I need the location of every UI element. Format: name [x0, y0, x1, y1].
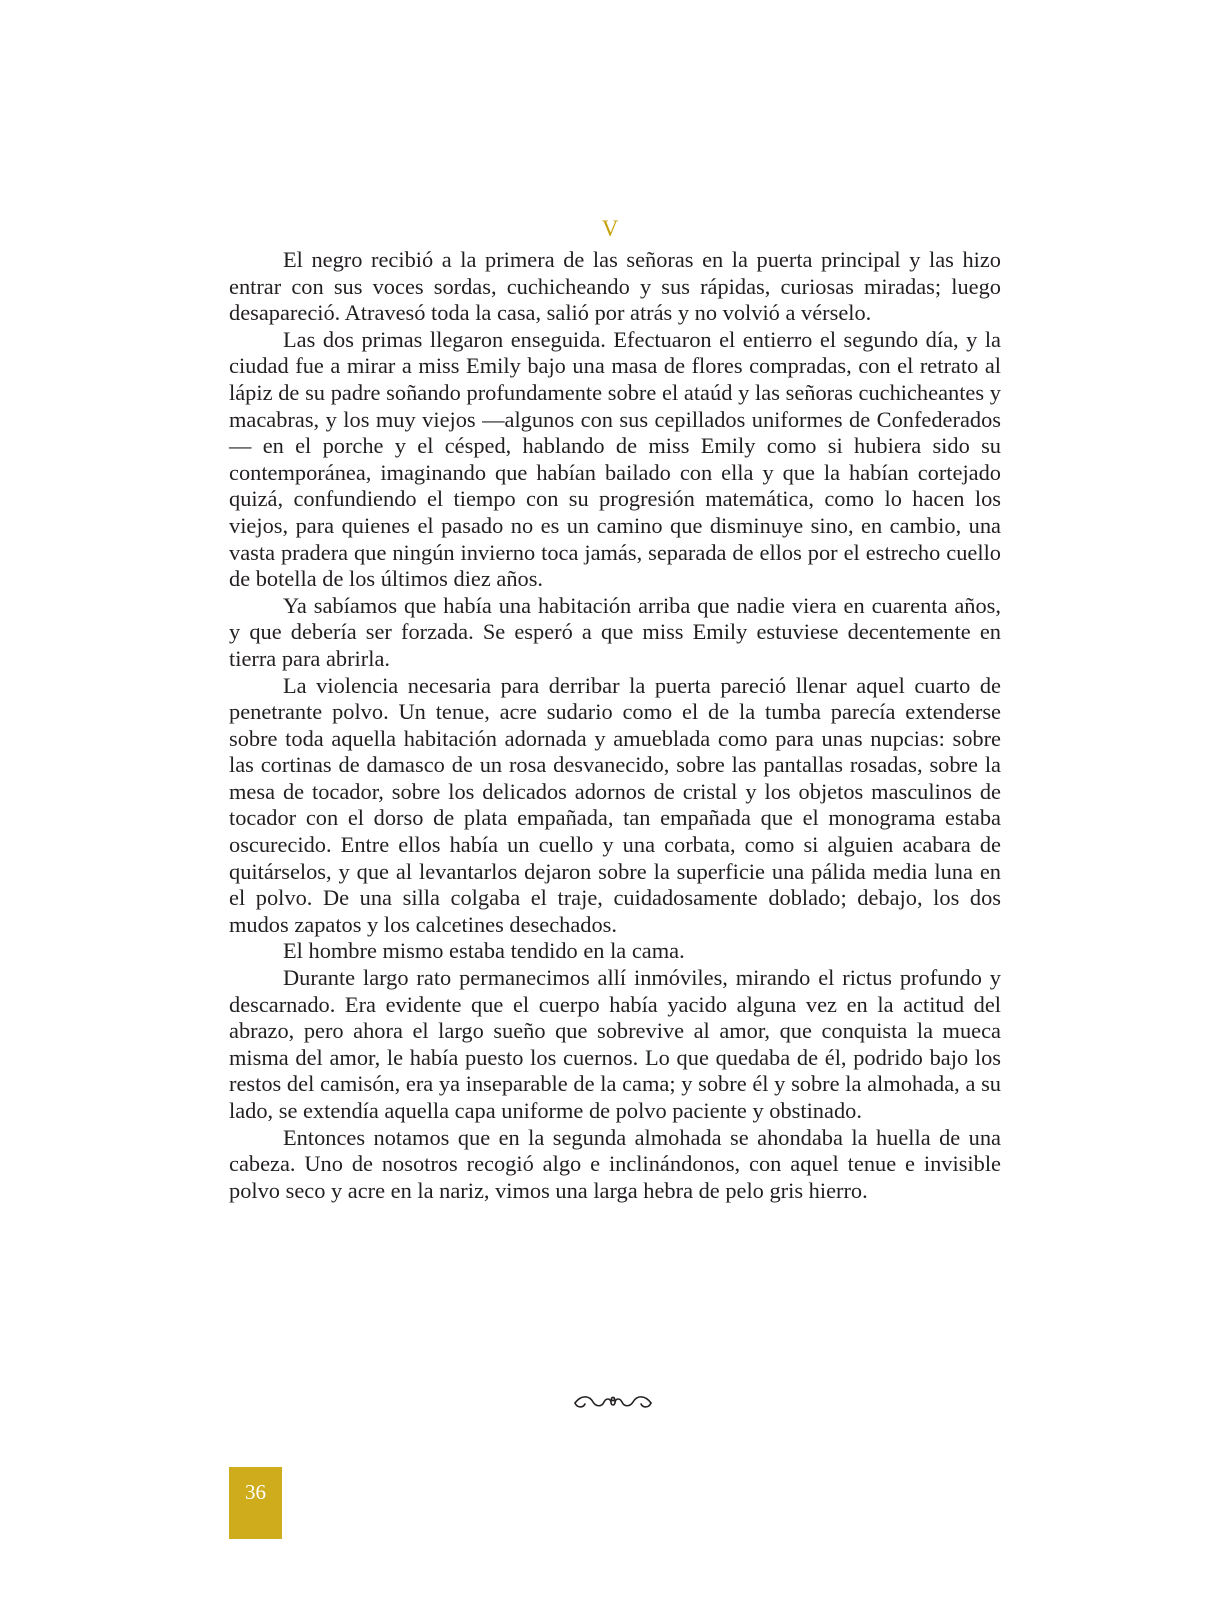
paragraph-2: Las dos primas llegaron enseguida. Efectuaron el entierro el segundo día, y la ciudad fue a mirar a miss Emily bajo una masa de flores compradas, con el retrato al lápiz de su padre soñando profundamente sobre el ataúd y las señoras cuchicheantes y macabras, y los muy viejos —algunos con sus cepillados uniformes de Confederados— en el porche y el césped, hablando de miss Emily como si hubiera sido su contemporánea, imaginando que habían bailado con ella y que la habían cortejado quizá, confundiendo el tiempo con su progresión matemática, como lo hacen los viejos, para quienes el pasado no es un camino que disminuye sino, en cambio, una vasta pradera que ningún invierno toca jamás, separada de ellos por el estrecho cuello de botella de los últimos diez años. [229, 326, 1001, 592]
page-number: 36 [245, 1480, 266, 1504]
chapter-heading: V [601, 216, 620, 241]
page-number-box [229, 1467, 282, 1539]
paragraph-6: Durante largo rato permanecimos allí inmóviles, mirando el rictus profundo y descarnado. Era evidente que el cuerpo había yacido alguna vez en la actitud del abrazo, pero ahora el largo sueño que sobrevive al amor, que conquista la mueca misma del amor, le había puesto los cuernos. Lo que quedaba de él, podrido bajo los restos del camisón, era ya inseparable de la cama; y sobre él y sobre la almohada, a su lado, se extendía aquella capa uniforme de polvo paciente y obstinado. [229, 965, 1001, 1123]
story-text [229, 247, 1001, 1204]
paragraph-7: Entonces notamos que en la segunda almohada se ahondaba la huella de una cabeza. Uno de nosotros recogió algo e inclinándonos, con aquel tenue e invisible polvo seco y acre en la nariz, vimos una larga hebra de pelo gris hierro. [229, 1124, 1001, 1203]
paragraph-4: La violencia necesaria para derribar la puerta pareció llenar aquel cuarto de penetrante polvo. Un tenue, acre sudario como el de la tumba parecía extenderse sobre toda aquella habitación adornada y amueblada como para unas nupcias: sobre las cortinas de damasco de un rosa desvanecido, sobre las pantallas rosadas, sobre la mesa de tocador, sobre los delicados adornos de cristal y los objetos masculinos de tocador con el dorso de plata empañada, tan empañada que el monograma estaba oscurecido. Entre ellos había un cuello y una corbata, como si alguien acabara de quitárselos, y que al levantarlos dejaron sobre la superficie una pálida media luna en el polvo. De una silla colgaba el traje, cuidadosamente doblado; debajo, los dos mudos zapatos y los calcetines desechados. [229, 672, 1001, 937]
paragraph-3: Ya sabíamos que había una habitación arriba que nadie viera en cuarenta años, y que debería ser forzada. Se esperó a que miss Emily estuviese decentemente en tierra para abrirla. [229, 592, 1001, 671]
paragraph-1: El negro recibió a la primera de las señoras en la puerta principal y las hizo entrar con sus voces sordas, cuchicheando y sus rápidas, curiosas miradas; luego desapareció. Atravesó toda la casa, salió por atrás y no volvió a vérselo. [229, 247, 1001, 326]
flourish-ornament-icon [571, 1391, 655, 1413]
paragraph-5: El hombre mismo estaba tendido en la cama. [283, 938, 685, 964]
